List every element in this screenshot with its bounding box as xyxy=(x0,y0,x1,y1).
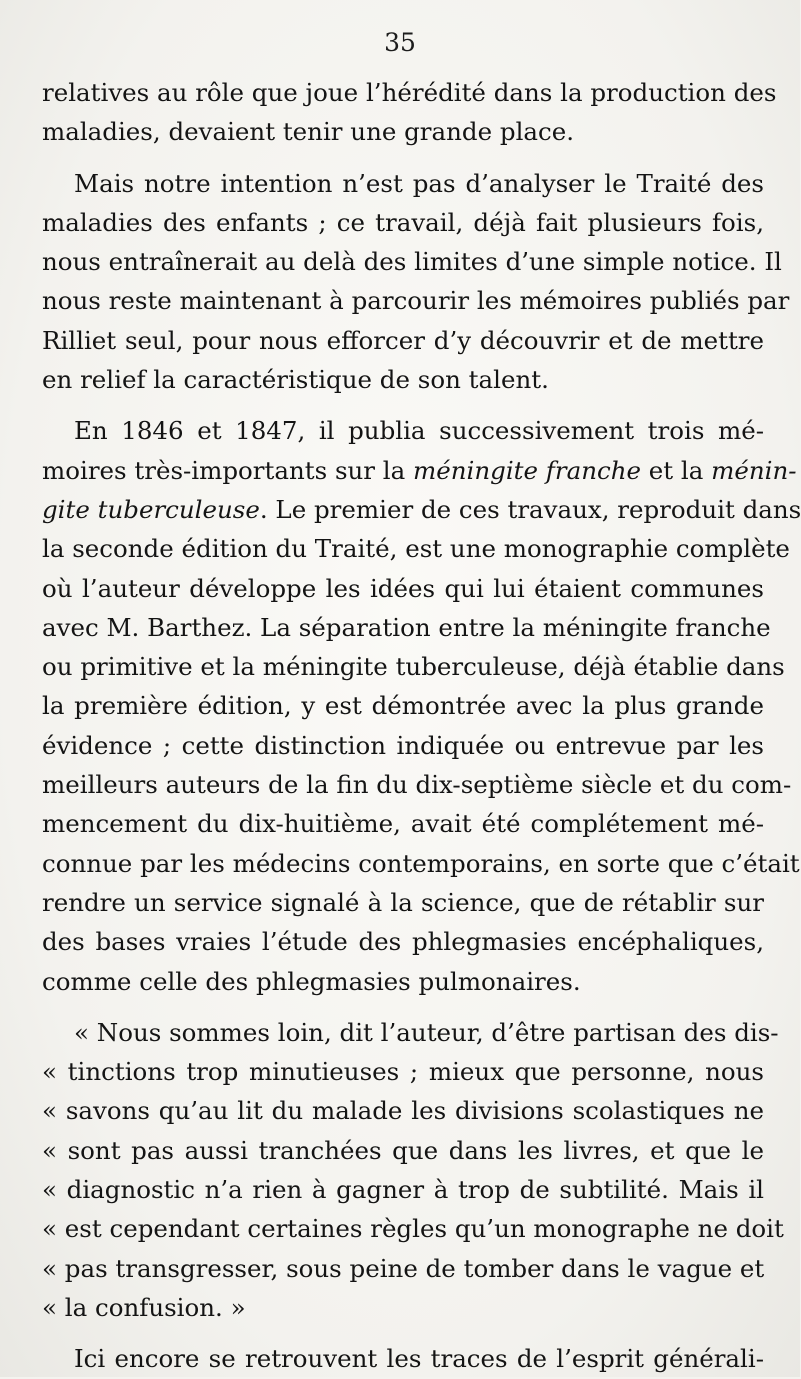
paragraph xyxy=(42,164,790,400)
text-line: en relief la caractéristique de son talent. xyxy=(42,365,549,395)
italic-term: ménin- xyxy=(711,455,797,485)
paragraph xyxy=(42,1339,764,1378)
paragraph xyxy=(42,73,777,152)
text-line: « pas transgresser, sous peine de tomber dans le vague et xyxy=(42,1253,765,1283)
text-line: comme celle des phlegmasies pulmonaires. xyxy=(42,966,581,996)
text-line: maladies, devaient tenir une grande place. xyxy=(42,117,575,147)
text-line: En 1846 et 1847, il publia successivement trois mé- xyxy=(74,416,764,446)
text-line: ou primitive et la méningite tuberculeuse, déjà établie dans xyxy=(42,652,785,682)
text-line: la première édition, y est démontrée avec la plus grande xyxy=(42,691,764,721)
text-line: Mais notre intention n’est pas d’analyser le Traité des xyxy=(74,168,764,198)
text-line: maladies des enfants ; ce travail, déjà fait plusieurs fois, xyxy=(42,207,764,237)
text-run: moires très-importants sur la xyxy=(42,455,414,485)
text-line: des bases vraies l’étude des phlegmasies encéphaliques, xyxy=(42,927,764,957)
text-line: « tinctions trop minutieuses ; mieux que personne, nous xyxy=(42,1057,764,1087)
text-line: la seconde édition du Traité, est une monographie complète xyxy=(42,534,790,564)
text-line: nous entraînerait au delà des limites d’une simple notice. Il xyxy=(42,247,782,277)
text-line: mencement du dix-huitième, avait été complétement mé- xyxy=(42,809,764,839)
text-line: « sont pas aussi tranchées que dans les livres, et que le xyxy=(42,1135,764,1165)
body-text xyxy=(42,73,801,1379)
text-line: relatives au rôle que joue l’hérédité dans la production des xyxy=(42,78,777,107)
text-line xyxy=(42,490,801,529)
paragraph xyxy=(42,411,801,1000)
text-line: rendre un service signalé à la science, que de rétablir sur xyxy=(42,887,764,917)
text-line: avec M. Barthez. La séparation entre la méningite franche xyxy=(42,612,771,642)
text-line: « diagnostic n’a rien à gagner à trop de subtilité. Mais il xyxy=(42,1175,764,1205)
text-line xyxy=(42,451,797,490)
italic-term: méningite franche xyxy=(413,455,641,485)
text-line: « la confusion. » xyxy=(42,1292,246,1322)
text-line: « Nous sommes loin, dit l’auteur, d’être partisan des dis- xyxy=(74,1017,779,1047)
text-line: où l’auteur développe les idées qui lui étaient communes xyxy=(42,573,764,603)
text-run: . Le premier de ces travaux, reproduit dans xyxy=(259,494,801,524)
text-line: « savons qu’au lit du malade les divisions scolastiques ne xyxy=(42,1096,764,1126)
text-line: évidence ; cette distinction indiquée ou entrevue par les xyxy=(42,730,764,760)
quotation-paragraph xyxy=(42,1013,784,1327)
text-line: Rilliet seul, pour nous efforcer d’y découvrir et de mettre xyxy=(42,325,764,355)
text-line: nous reste maintenant à parcourir les mémoires publiés par xyxy=(42,286,790,316)
italic-term: gite tuberculeuse xyxy=(42,494,260,524)
text-line: connue par les médecins contemporains, en sorte que c’était xyxy=(42,848,800,878)
text-line: meilleurs auteurs de la fin du dix-septième siècle et du com- xyxy=(42,770,792,800)
page-number: 35 xyxy=(384,28,416,57)
text-line: Ici encore se retrouvent les traces de l’esprit générali- xyxy=(74,1344,764,1374)
text-line: « est cependant certaines règles qu’un monographe ne doit xyxy=(42,1214,784,1244)
text-run: et la xyxy=(640,455,712,485)
